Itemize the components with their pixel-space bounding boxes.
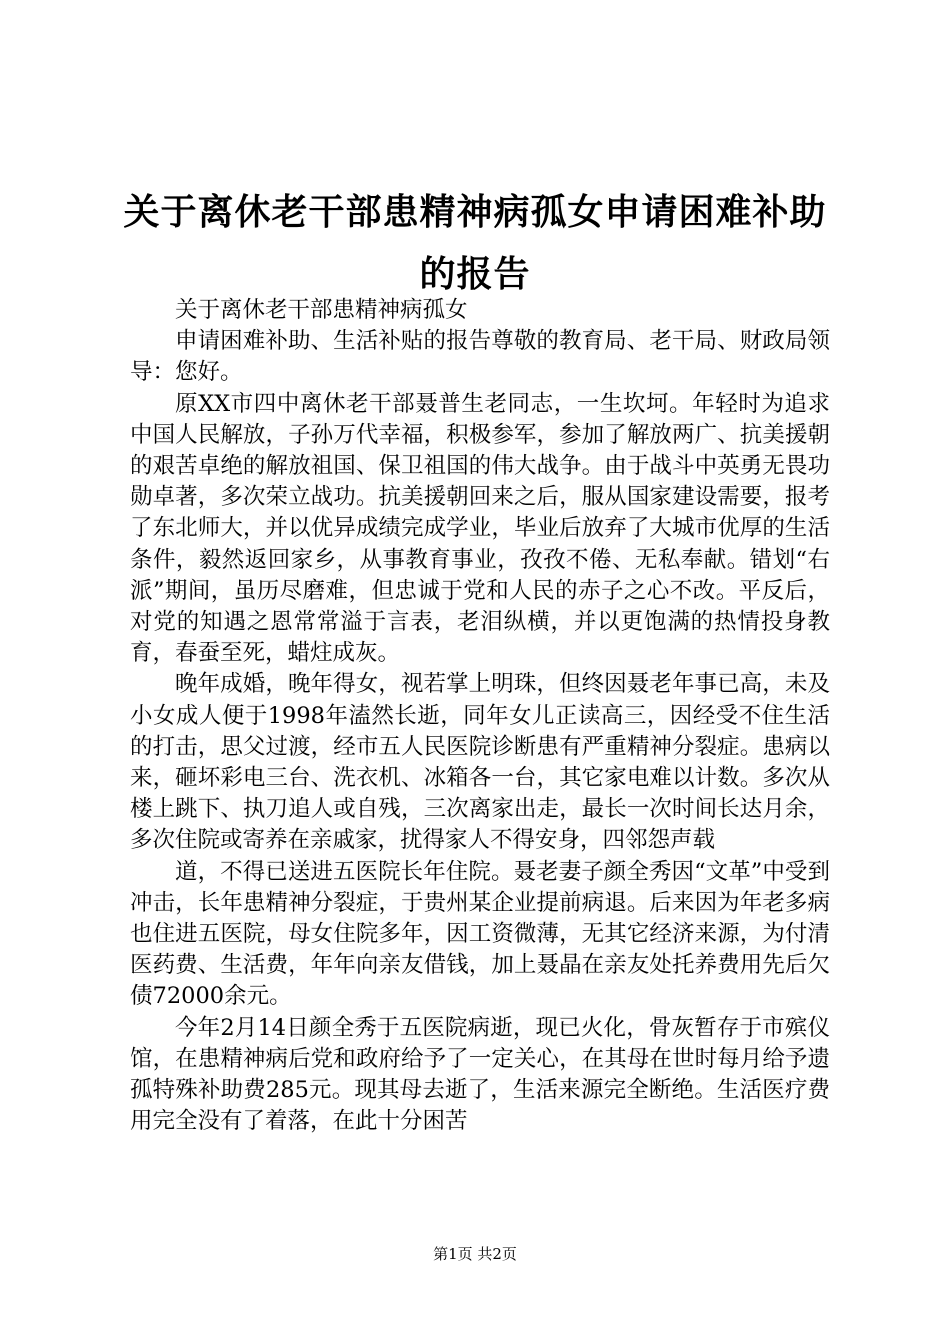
paragraph: 晚年成婚，晚年得女，视若掌上明珠，但终因聂老年事已高，未及小女成人便于1998年溘然长逝，同年女儿正读高三，因经受不住生活的打击，思父过渡，经市五人民医院诊断患有严重精神分裂症。患病以来，砸坏彩电三台、洗衣机、冰箱各一台，其它家电难以计数。多次从楼上跳下、执刀追人或自残，三次离家出走，最长一次时间长达月余，多次住院或寄养在亲戚家，扰得家人不得安身，四邻怨声载 [130,671,830,854]
paragraph: 今年2月14日颜全秀于五医院病逝，现已火化，骨灰暂存于市殡仪馆，在患精神病后党和政府给予了一定关心，在其母在世时每月给予遗孤特殊补助费285元。现其母去逝了，生活来源完全断绝。生活医疗费用完全没有了着落，在此十分困苦 [130,1014,830,1135]
paragraph: 道，不得已送进五医院长年住院。聂老妻子颜全秀因“文革”中受到冲击，长年患精神分裂症，于贵州某企业提前病退。后来因为年老多病也住进五医院，母女住院多年，因工资微薄，无其它经济来源，为付清医药费、生活费，年年向亲友借钱，加上聂晶在亲友处托养费用先后欠债72000余元。 [130,858,830,1010]
paragraph: 关于离休老干部患精神病孤女 [175,297,468,323]
paragraph: 申请困难补助、生活补贴的报告尊敬的教育局、老干局、财政局领导：您好。 [130,328,830,386]
document-body [130,295,830,1137]
document-title: 关于离休老干部患精神病孤女申请困难补助的报告 [123,192,827,295]
page-footer: 第1页 共2页 [433,1245,517,1263]
paragraph: 原XX市四中离休老干部聂普生老同志，一生坎坷。年轻时为追求中国人民解放，子孙万代幸福，积极参军，参加了解放两广、抗美援朝的艰苦卓绝的解放祖国、保卫祖国的伟大战争。由于战斗中英勇无畏功勋卓著，多次荣立战功。抗美援朝回来之后，服从国家建设需要，报考了东北师大，并以优异成绩完成学业，毕业后放弃了大城市优厚的生活条件，毅然返回家乡，从事教育事业，孜孜不倦、无私奉献。错划“右派”期间，虽历尽磨难，但忠诚于党和人民的赤子之心不改。平反后，对党的知遇之恩常常溢于言表，老泪纵横，并以更饱满的热情投身教育，春蚕至死，蜡炷成灰。 [130,390,830,667]
